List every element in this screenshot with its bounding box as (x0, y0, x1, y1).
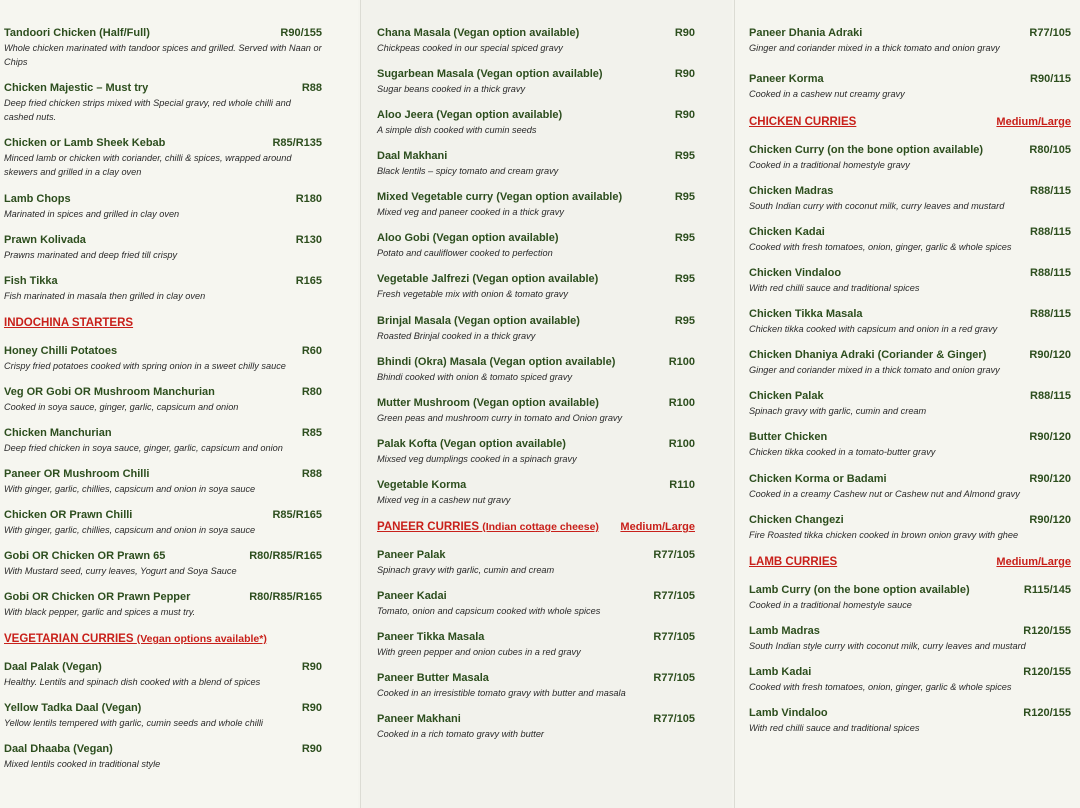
menu-item-name: Paneer Tikka Masala (377, 631, 485, 643)
menu-item-price: R88/115 (1030, 267, 1071, 279)
menu-item-name: Lamb Curry (on the bone option available) (749, 584, 970, 596)
menu-item (4, 234, 322, 263)
menu-item-description: South Indian style curry with coconut milk, curry leaves and mustard (749, 641, 1026, 651)
menu-item (4, 661, 322, 690)
section-size-label: Medium/Large (996, 116, 1071, 128)
menu-item-name: Chicken Curry (on the bone option available) (749, 144, 984, 156)
menu-item-name: Yellow Tadka Daal (Vegan) (4, 702, 142, 714)
menu-item-price: R60 (301, 345, 322, 357)
menu-item-row (4, 234, 322, 246)
menu-item-description: Mixed veg and paneer cooked in a thick gravy (377, 207, 564, 217)
menu-item-price: R180 (295, 193, 322, 205)
menu-item (749, 514, 1071, 543)
menu-item-name: Chicken Majestic – Must try (4, 82, 149, 94)
menu-column-3 (734, 0, 1080, 808)
menu-item-row (377, 109, 695, 121)
menu-item-name: Mixed Vegetable curry (Vegan option available) (377, 191, 623, 203)
menu-item (4, 468, 322, 497)
menu-item-name: Chicken Palak (749, 390, 824, 402)
menu-item-name: Tandoori Chicken (Half/Full) (4, 27, 150, 39)
menu-item-price: R77/105 (653, 672, 695, 684)
menu-item-description: Healthy. Lentils and spinach dish cooked with a blend of spices (4, 677, 261, 687)
menu-item-name: Chana Masala (Vegan option available) (377, 27, 580, 39)
menu-item-row (377, 315, 695, 327)
menu-item-price: R88 (301, 82, 322, 94)
menu-item-row (377, 150, 695, 162)
menu-item (749, 185, 1071, 214)
menu-item-description: Prawns marinated and deep fried till crispy (4, 250, 178, 260)
menu-item-description: Cooked in soya sauce, ginger, garlic, capsicum and onion (4, 402, 239, 412)
menu-item-price: R88/115 (1030, 390, 1071, 402)
menu-item-price: R80/105 (1029, 144, 1071, 156)
menu-item-row (4, 345, 322, 357)
menu-item-name: Paneer Makhani (377, 713, 461, 725)
menu-item (749, 666, 1071, 695)
menu-item (377, 315, 695, 344)
menu-item (749, 27, 1071, 56)
menu-item-name: Paneer Korma (749, 73, 824, 85)
menu-item-description: Chicken tikka cooked with capsicum and onion in a red gravy (749, 324, 998, 334)
menu-item-price: R100 (668, 356, 695, 368)
menu-item-row (749, 707, 1071, 719)
menu-item-description: Chickpeas cooked in our special spiced gravy (377, 43, 563, 53)
menu-item (377, 438, 695, 467)
menu-item-name: Aloo Gobi (Vegan option available) (377, 232, 559, 244)
menu-item-description: With green pepper and onion cubes in a red gravy (377, 647, 581, 657)
menu-item-description: Potato and cauliflower cooked to perfection (377, 248, 553, 258)
menu-item (749, 390, 1071, 419)
menu-item-name: Butter Chicken (749, 431, 828, 443)
menu-item-price: R90/120 (1029, 349, 1071, 361)
menu-item-description: Whole chicken marinated with tandoor spices and grilled. Served with Naan or Chips (4, 43, 322, 67)
menu-item-price: R90/115 (1030, 73, 1071, 85)
menu-item-description: Green peas and mushroom curry in tomato and Onion gravy (377, 413, 623, 423)
menu-item-row (749, 144, 1071, 156)
menu-item-price: R115/145 (1023, 584, 1071, 596)
menu-item-price: R90/120 (1029, 473, 1071, 485)
menu-item-name: Gobi OR Chicken OR Prawn 65 (4, 550, 166, 562)
menu-item-price: R88/115 (1030, 185, 1071, 197)
menu-item-description: Tomato, onion and capsicum cooked with whole spices (377, 606, 601, 616)
menu-item (377, 479, 695, 508)
menu-item-price: R85/R135 (272, 137, 322, 149)
menu-item-price: R95 (674, 232, 695, 244)
menu-item-row (749, 226, 1071, 238)
menu-item-price: R77/105 (653, 549, 695, 561)
menu-item (4, 386, 322, 415)
section-title (4, 633, 267, 645)
menu-item-row (749, 431, 1071, 443)
menu-item-name: Paneer Kadai (377, 590, 447, 602)
menu-item-description: With red chilli sauce and traditional spices (749, 723, 920, 733)
menu-item-name: Daal Makhani (377, 150, 448, 162)
menu-item-row (749, 514, 1071, 526)
menu-item-description: Roasted Brinjal cooked in a thick gravy (377, 331, 536, 341)
menu-item (377, 631, 695, 660)
menu-item-name: Palak Kofta (Vegan option available) (377, 438, 566, 450)
menu-item-name: Gobi OR Chicken OR Prawn Pepper (4, 591, 191, 603)
menu-item-description: Sugar beans cooked in a thick gravy (377, 84, 526, 94)
section-title (749, 116, 856, 128)
menu-item-description: Fresh vegetable mix with onion & tomato gravy (377, 289, 568, 299)
menu-item-row (377, 590, 695, 602)
menu-item-description: A simple dish cooked with cumin seeds (377, 125, 537, 135)
menu-item-row (749, 267, 1071, 279)
menu-item-row (377, 631, 695, 643)
menu-item-row (4, 468, 322, 480)
menu-item (749, 308, 1071, 337)
menu-item-description: Fire Roasted tikka chicken cooked in brown onion gravy with ghee (749, 530, 1019, 540)
section-title-text: INDOCHINA STARTERS (4, 317, 134, 329)
menu-item (4, 702, 322, 731)
menu-item-name: Vegetable Korma (377, 479, 467, 491)
menu-item-description: Black lentils – spicy tomato and cream gravy (377, 166, 559, 176)
menu-item (377, 273, 695, 302)
menu-item-row (4, 275, 322, 287)
section-title (749, 556, 837, 568)
menu-item-row (377, 191, 695, 203)
menu-item (377, 549, 695, 578)
menu-item-name: Vegetable Jalfrezi (Vegan option available) (377, 273, 599, 285)
menu-item (749, 473, 1071, 502)
menu-item-price: R95 (674, 191, 695, 203)
menu-item (749, 144, 1071, 173)
section-title-text: CHICKEN CURRIES (749, 116, 857, 128)
section-header (4, 633, 322, 645)
menu-item (377, 27, 695, 56)
menu-item (4, 550, 322, 579)
menu-item-row (377, 356, 695, 368)
menu-item-description: Cooked in a cashew nut creamy gravy (749, 89, 905, 99)
menu-item-description: Minced lamb or chicken with coriander, chilli & spices, wrapped around skewers and grilled in a clay oven (4, 153, 292, 177)
menu-item-row (749, 73, 1071, 85)
menu-item (4, 27, 322, 69)
menu-item-price: R90 (674, 68, 695, 80)
section-header (749, 556, 1071, 568)
menu-item-row (4, 193, 322, 205)
menu-item-row (749, 349, 1071, 361)
menu-item-row (4, 137, 322, 149)
menu-item-price: R90 (301, 661, 322, 673)
menu-item-row (4, 386, 322, 398)
menu-item-price: R77/105 (653, 631, 695, 643)
menu-item-name: Mutter Mushroom (Vegan option available) (377, 397, 599, 409)
menu-item-row (4, 550, 322, 562)
menu-item-name: Paneer Dhania Adraki (749, 27, 863, 39)
menu-item-row (749, 666, 1071, 678)
menu-item-row (377, 672, 695, 684)
menu-item-name: Chicken Manchurian (4, 427, 112, 439)
menu-item-row (4, 27, 322, 39)
menu-item-row (377, 68, 695, 80)
menu-item-description: Yellow lentils tempered with garlic, cumin seeds and whole chilli (4, 718, 263, 728)
menu-item-row (377, 232, 695, 244)
menu-item-description: Ginger and coriander mixed in a thick tomato and onion gravy (749, 43, 1000, 53)
menu-item (4, 509, 322, 538)
menu-item-name: Veg OR Gobi OR Mushroom Manchurian (4, 386, 215, 398)
menu-item-row (4, 702, 322, 714)
menu-item-description: Spinach gravy with garlic, cumin and cream (749, 406, 927, 416)
menu-item-row (377, 27, 695, 39)
menu-item (377, 150, 695, 179)
menu-item-name: Daal Dhaaba (Vegan) (4, 743, 113, 755)
menu-item-description: Chicken tikka cooked in a tomato-butter gravy (749, 447, 936, 457)
menu-column-1 (0, 0, 358, 808)
menu-item-price: R90/120 (1029, 514, 1071, 526)
menu-item (749, 226, 1071, 255)
menu-item-name: Daal Palak (Vegan) (4, 661, 102, 673)
menu-item-name: Chicken OR Prawn Chilli (4, 509, 133, 521)
menu-item-price: R85 (301, 427, 322, 439)
menu-item-row (749, 185, 1071, 197)
menu-item-row (377, 479, 695, 491)
menu-item (377, 232, 695, 261)
menu-item (4, 193, 322, 222)
menu-item-price: R88/115 (1030, 308, 1071, 320)
section-title-text: LAMB CURRIES (749, 556, 838, 568)
menu-item-name: Chicken or Lamb Sheek Kebab (4, 137, 166, 149)
menu-item-row (749, 308, 1071, 320)
menu-item-name: Chicken Korma or Badami (749, 473, 887, 485)
menu-item-description: Deep fried chicken in soya sauce, ginger, garlic, capsicum and onion (4, 443, 283, 453)
menu-item-description: Cooked in a traditional homestyle gravy (749, 160, 910, 170)
section-title (377, 521, 599, 533)
menu-item-description: Cooked in an irresistible tomato gravy with butter and masala (377, 688, 626, 698)
menu-item-price: R88/115 (1030, 226, 1071, 238)
menu-item (749, 267, 1071, 296)
menu-item-description: Cooked with fresh tomatoes, onion, ginger, garlic & whole spices (749, 682, 1012, 692)
section-size-label: Medium/Large (620, 521, 695, 533)
menu-item-row (4, 82, 322, 94)
menu-item-name: Chicken Vindaloo (749, 267, 842, 279)
menu-item-price: R80/R85/R165 (249, 550, 322, 562)
menu-item-name: Chicken Tikka Masala (749, 308, 863, 320)
menu-item-name: Brinjal Masala (Vegan option available) (377, 315, 580, 327)
menu-item (377, 191, 695, 220)
menu-item-name: Chicken Changezi (749, 514, 844, 526)
menu-item-row (749, 390, 1071, 402)
menu-item-name: Lamb Vindaloo (749, 707, 828, 719)
menu-item (377, 590, 695, 619)
menu-item-price: R120/155 (1023, 666, 1071, 678)
menu-item-price: R90/120 (1029, 431, 1071, 443)
menu-item (377, 397, 695, 426)
menu-item-row (749, 27, 1071, 39)
menu-item-row (4, 591, 322, 603)
menu-item (377, 713, 695, 742)
menu-item-price: R100 (668, 397, 695, 409)
menu-item-price: R95 (674, 315, 695, 327)
menu-item (749, 584, 1071, 613)
menu-item-price: R130 (295, 234, 322, 246)
menu-item-name: Paneer OR Mushroom Chilli (4, 468, 150, 480)
menu-item (4, 345, 322, 374)
menu-item-price: R95 (674, 150, 695, 162)
section-title-text: VEGETARIAN CURRIES (4, 633, 134, 645)
menu-item-description: Mixsed veg dumplings cooked in a spinach gravy (377, 454, 577, 464)
menu-item-description: Marinated in spices and grilled in clay oven (4, 209, 180, 219)
menu-item-name: Chicken Madras (749, 185, 834, 197)
menu-item-price: R110 (669, 479, 695, 491)
menu-item-description: Cooked with fresh tomatoes, onion, ginger, garlic & whole spices (749, 242, 1012, 252)
menu-item (749, 707, 1071, 736)
menu-item-name: Paneer Palak (377, 549, 446, 561)
menu-item (749, 73, 1071, 102)
menu-item-description: Spinach gravy with garlic, cumin and cream (377, 565, 555, 575)
menu-item (749, 431, 1071, 460)
menu-item-price: R95 (674, 273, 695, 285)
menu-column-2 (360, 0, 732, 808)
menu-item (4, 427, 322, 456)
menu-item (4, 275, 322, 304)
menu-item-name: Chicken Kadai (749, 226, 825, 238)
menu-item-name: Lamb Kadai (749, 666, 812, 678)
menu-item-row (377, 713, 695, 725)
menu-item (377, 109, 695, 138)
menu-item-name: Bhindi (Okra) Masala (Vegan option available) (377, 356, 616, 368)
menu-item-description: Cooked in a creamy Cashew nut or Cashew nut and Almond gravy (749, 489, 1020, 499)
menu-item-description: Fish marinated in masala then grilled in clay oven (4, 291, 206, 301)
menu-item-name: Lamb Chops (4, 193, 71, 205)
menu-item-description: With black pepper, garlic and spices a must try. (4, 607, 196, 617)
menu-item-description: Bhindi cooked with onion & tomato spiced gravy (377, 372, 573, 382)
menu-item (377, 356, 695, 385)
menu-item (4, 743, 322, 772)
menu-item (749, 349, 1071, 378)
section-size-label: Medium/Large (996, 556, 1071, 568)
menu-item-price: R77/105 (1029, 27, 1071, 39)
menu-item-description: With ginger, garlic, chillies, capsicum and onion in soya sauce (4, 484, 256, 494)
section-header (377, 521, 695, 533)
menu-item-name: Honey Chilli Potatoes (4, 345, 118, 357)
menu-item-price: R165 (295, 275, 322, 287)
menu-item-row (377, 438, 695, 450)
menu-item-price: R90 (301, 702, 322, 714)
menu-item-name: Sugarbean Masala (Vegan option available) (377, 68, 603, 80)
menu-item-price: R80 (301, 386, 322, 398)
menu-item-description: With ginger, garlic, chillies, capsicum and onion in soya sauce (4, 525, 256, 535)
menu-item-row (749, 625, 1071, 637)
menu-item-price: R77/105 (653, 590, 695, 602)
menu-item-price: R77/105 (653, 713, 695, 725)
menu-item-row (4, 661, 322, 673)
menu-item (377, 68, 695, 97)
menu-item-row (4, 743, 322, 755)
menu-item-description: Deep fried chicken strips mixed with Special gravy, red whole chilli and cashed nuts. (4, 98, 291, 122)
menu-item (4, 591, 322, 620)
menu-item-description: With Mustard seed, curry leaves, Yogurt and Soya Sauce (4, 566, 237, 576)
menu-item-name: Lamb Madras (749, 625, 820, 637)
menu-item (377, 672, 695, 701)
menu-item-description: South Indian curry with coconut milk, curry leaves and mustard (749, 201, 1005, 211)
menu-item-name: Paneer Butter Masala (377, 672, 489, 684)
section-title-text: PANEER CURRIES (377, 521, 480, 533)
menu-item-description: Mixed veg in a cashew nut gravy (377, 495, 511, 505)
menu-item-description: Cooked in a rich tomato gravy with butter (377, 729, 544, 739)
menu-item-price: R90 (674, 109, 695, 121)
menu-item-row (377, 397, 695, 409)
menu-item-price: R85/R165 (272, 509, 322, 521)
menu-item-description: Ginger and coriander mixed in a thick tomato and onion gravy (749, 365, 1000, 375)
menu-item-price: R120/155 (1023, 625, 1071, 637)
menu-item-description: With red chilli sauce and traditional spices (749, 283, 920, 293)
menu-item-row (4, 427, 322, 439)
section-subtitle: (Vegan options available*) (136, 633, 267, 645)
menu-item (4, 82, 322, 124)
menu-item-description: Crispy fried potatoes cooked with spring onion in a sweet chilly sauce (4, 361, 286, 371)
menu-item-row (749, 584, 1071, 596)
menu-item-price: R100 (668, 438, 695, 450)
menu-item (749, 625, 1071, 654)
section-title (4, 317, 133, 329)
menu-item-row (749, 473, 1071, 485)
menu-item-price: R88 (301, 468, 322, 480)
section-subtitle: (Indian cottage cheese) (482, 521, 599, 533)
menu-item-price: R80/R85/R165 (249, 591, 322, 603)
menu-item-name: Fish Tikka (4, 275, 58, 287)
menu-item-price: R90/155 (280, 27, 322, 39)
menu-item-row (377, 549, 695, 561)
menu-item-description: Mixed lentils cooked in traditional style (4, 759, 161, 769)
section-header (749, 116, 1071, 128)
menu-item-row (377, 273, 695, 285)
menu-item (4, 137, 322, 179)
menu-item-description: Cooked in a traditional homestyle sauce (749, 600, 912, 610)
menu-item-price: R120/155 (1023, 707, 1071, 719)
menu-item-price: R90 (674, 27, 695, 39)
menu-item-name: Aloo Jeera (Vegan option available) (377, 109, 563, 121)
menu-item-row (4, 509, 322, 521)
section-header (4, 317, 322, 329)
menu-item-name: Chicken Dhaniya Adraki (Coriander & Ginger) (749, 349, 987, 361)
menu-item-price: R90 (301, 743, 322, 755)
menu-item-name: Prawn Kolivada (4, 234, 86, 246)
